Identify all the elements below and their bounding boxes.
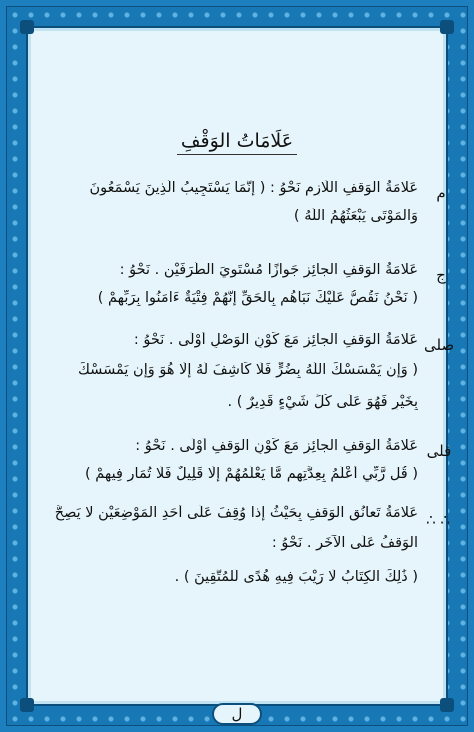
entry-line: الوَقفُ عَلَى الآخَرِ . نَحْوُ : [271,535,418,551]
corner-ornament-icon [20,20,34,34]
stop-mark-symbol: م [436,184,446,202]
page-title-text: عَلَامَاتُ الوَقْفِ [177,130,297,155]
entry-line: عَلامَةُ الوَقفِ اللّازِمِ نَحْوُ : ( إِنَّمَا يَسْتَجِيبُ الَّذِينَ يَسْمَعُونَ [89,180,418,196]
entry-line: ( وَإِن يَمْسَسْكَ اللَّهُ بِضُرٍّ فَلَا كَاشِفَ لَهُ إِلَّا هُوَ وَإِن يَمْسَسْكَ [77,362,418,378]
corner-ornament-icon [440,698,454,712]
entry-line: عَلامَةُ الوَقفِ الجائِزِ جَوازًا مُسْتَوِيَ الطَّرَفَيْنِ . نَحْوُ : [119,262,418,278]
page-title [0,130,474,152]
corner-ornament-icon [20,698,34,712]
corner-ornament-icon [440,20,454,34]
entry-line: ( ذَٰلِكَ الْكِتَابُ لَا رَيْبَ فِيهِ هُدًى لِّلْمُتَّقِينَ ) . [174,569,418,585]
entry-line: عَلامَةُ تَعانُقِ الوَقفِ بِحَيْثُ إِذا وُقِفَ عَلَى أَحَدِ المَوْضِعَيْنِ لا يَصِحُّ [54,505,418,521]
entry-line: عَلامَةُ الوَقفِ الجائِزِ مَعَ كَوْنِ الوَصْلِ أَوْلَى . نَحْوُ : [133,332,418,348]
stop-mark-entry [0,332,474,432]
page-number: ل [212,703,262,725]
entry-line: ( نَحْنُ نَقُصُّ عَلَيْكَ نَبَأَهُم بِالْحَقِّ إِنَّهُمْ فِتْيَةٌ ءَامَنُوا بِرَبِّهِمْ ) [97,290,418,306]
entry-line: بِخَيْرٍ فَهُوَ عَلَى كُلِّ شَيْءٍ قَدِيرٌ ) . [227,394,418,410]
stop-mark-symbol: ج [436,266,446,284]
entry-line: ( قُل رَّبِّي أَعْلَمُ بِعِدَّتِهِم مَّا يَعْلَمُهُمْ إِلَّا قَلِيلٌ فَلَا تُمَارِ فِيهِمْ ) [85,466,418,482]
stop-mark-symbol: ∴ ∴ [426,511,450,529]
stop-mark-entry [0,505,474,605]
entry-line: عَلامَةُ الوَقفِ الجائِزِ مَعَ كَوْنِ الوَقفِ أَوْلَى . نَحْوُ : [135,438,418,454]
stop-mark-symbol: صلى [424,336,455,354]
stop-mark-symbol: قلى [426,442,452,460]
entry-line: وَالْمَوْتَى يَبْعَثُهُمُ اللَّهُ ) [293,208,418,224]
